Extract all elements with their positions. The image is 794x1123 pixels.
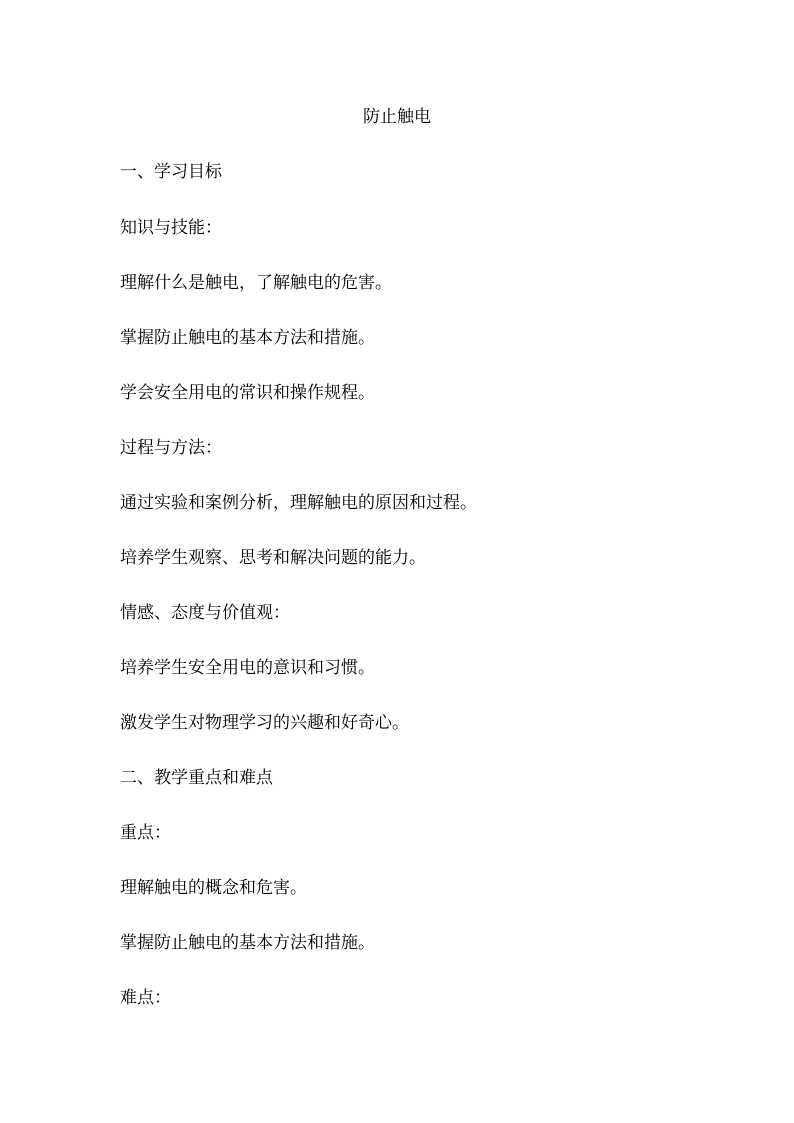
subheading-difficulties: 难点： <box>120 988 171 1008</box>
paragraph-line: 掌握防止触电的基本方法和措施。 <box>120 328 375 348</box>
paragraph-line: 学会安全用电的常识和操作规程。 <box>120 383 375 403</box>
paragraph-line: 理解触电的概念和危害。 <box>120 878 307 898</box>
document-title: 防止触电 <box>363 107 431 127</box>
paragraph-line: 激发学生对物理学习的兴趣和好奇心。 <box>120 713 409 733</box>
paragraph-line: 培养学生安全用电的意识和习惯。 <box>120 658 375 678</box>
subheading-knowledge-skills: 知识与技能： <box>120 218 222 238</box>
subheading-process-methods: 过程与方法： <box>120 438 222 458</box>
subheading-emotions-values: 情感、态度与价值观： <box>120 603 290 623</box>
paragraph-line: 培养学生观察、思考和解决问题的能力。 <box>120 548 426 568</box>
section-heading-key-points: 二、教学重点和难点 <box>120 768 273 788</box>
paragraph-line: 理解什么是触电，了解触电的危害。 <box>120 273 392 293</box>
paragraph-line: 掌握防止触电的基本方法和措施。 <box>120 933 375 953</box>
paragraph-line: 通过实验和案例分析，理解触电的原因和过程。 <box>120 493 477 513</box>
subheading-key-points: 重点： <box>120 823 171 843</box>
section-heading-learning-objectives: 一、学习目标 <box>120 162 222 182</box>
